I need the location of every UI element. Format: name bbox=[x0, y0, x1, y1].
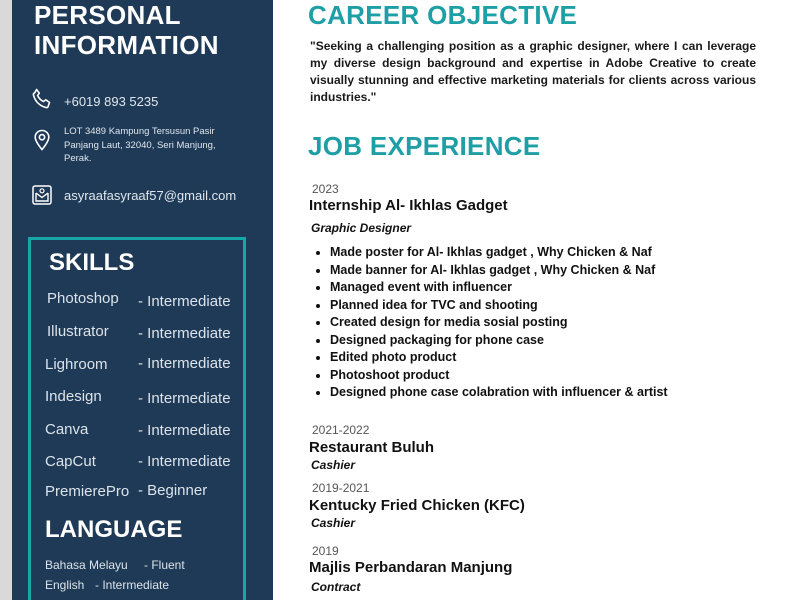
language-name: Bahasa Melayu bbox=[45, 558, 128, 572]
language-level: - Fluent bbox=[144, 558, 185, 572]
location-pin-icon bbox=[30, 128, 54, 152]
skill-level: - Intermediate bbox=[138, 355, 231, 372]
job-duties-list bbox=[313, 244, 668, 402]
skill-name: PremierePro bbox=[45, 483, 130, 500]
job-role: Contract bbox=[311, 580, 361, 594]
job-role: Graphic Designer bbox=[311, 221, 412, 235]
address bbox=[64, 125, 216, 166]
career-objective-heading: CAREER OBJECTIVE bbox=[308, 0, 578, 30]
job-experience-heading: JOB EXPERIENCE bbox=[308, 131, 541, 161]
skill-name: CapCut bbox=[45, 453, 96, 470]
resume-page bbox=[12, 0, 800, 600]
duty-item: • Made banner for Al- Ikhlas gadget , Why Chicken & Naf bbox=[330, 262, 668, 280]
main-content bbox=[273, 0, 800, 600]
skill-level: - Intermediate bbox=[138, 422, 231, 439]
job-role: Cashier bbox=[311, 458, 356, 472]
duty-item: • Planned idea for TVC and shooting bbox=[330, 297, 668, 315]
skills-box bbox=[28, 237, 246, 600]
skill-name: Lighroom bbox=[45, 356, 108, 373]
language-heading: LANGUAGE bbox=[45, 516, 183, 543]
address-line1: LOT 3489 Kampung Tersusun Pasir bbox=[64, 126, 215, 137]
job-company: Majlis Perbandaran Manjung bbox=[309, 559, 513, 576]
job-company: Internship Al- Ikhlas Gadget bbox=[309, 197, 508, 214]
phone-number: +6019 893 5235 bbox=[64, 94, 159, 109]
email-icon bbox=[30, 183, 54, 207]
address-line2: Panjang Laut, 32040, Seri Manjung, bbox=[64, 139, 216, 151]
job-year: 2019 bbox=[312, 544, 339, 558]
job-company: Kentucky Fried Chicken (KFC) bbox=[309, 497, 525, 514]
skill-name: Indesign bbox=[45, 388, 102, 405]
skill-level: - Intermediate bbox=[138, 390, 231, 407]
skill-name: Illustrator bbox=[47, 323, 109, 340]
address-line3: Perak. bbox=[64, 153, 92, 164]
personal-info-title bbox=[34, 0, 219, 60]
job-year: 2023 bbox=[312, 182, 339, 196]
sidebar bbox=[12, 0, 273, 600]
email-address: asyraafasyraaf57@gmail.com bbox=[64, 188, 237, 203]
job-year: 2019-2021 bbox=[312, 481, 370, 495]
job-company: Restaurant Buluh bbox=[309, 439, 435, 456]
personal-info-title-line1: PERSONAL bbox=[34, 0, 181, 30]
job-role: Cashier bbox=[311, 516, 356, 530]
skill-name: Canva bbox=[45, 421, 89, 438]
phone-icon bbox=[30, 87, 54, 111]
duty-item: • Designed packaging for phone case bbox=[330, 332, 668, 350]
skill-level: - Intermediate bbox=[138, 325, 231, 342]
skill-level: - Intermediate bbox=[138, 453, 231, 470]
duty-item: • Photoshoot product bbox=[330, 367, 668, 385]
language-level: - Intermediate bbox=[95, 578, 170, 592]
duty-item: • Designed phone case colabration with influencer & artist bbox=[330, 384, 668, 402]
skill-level: - Beginner bbox=[138, 482, 208, 499]
language-name: English bbox=[45, 578, 85, 592]
duty-item: • Created design for media sosial posting bbox=[330, 314, 668, 332]
skill-name: Photoshop bbox=[47, 290, 119, 307]
career-objective-text: "Seeking a challenging position as a graphic designer, where I can leverage my diverse design background and expertise in Adobe Creative to create visually stunning and effective marketing materials for clients across various industries." bbox=[310, 39, 756, 104]
skill-level: - Intermediate bbox=[138, 293, 231, 310]
job-year: 2021-2022 bbox=[312, 423, 370, 437]
skills-heading: SKILLS bbox=[49, 249, 135, 276]
duty-item: • Made poster for Al- Ikhlas gadget , Why Chicken & Naf bbox=[330, 244, 668, 262]
duty-item: • Edited photo product bbox=[330, 349, 668, 367]
personal-info-title-line2: INFORMATION bbox=[34, 30, 219, 60]
duty-item: • Managed event with influencer bbox=[330, 279, 668, 297]
